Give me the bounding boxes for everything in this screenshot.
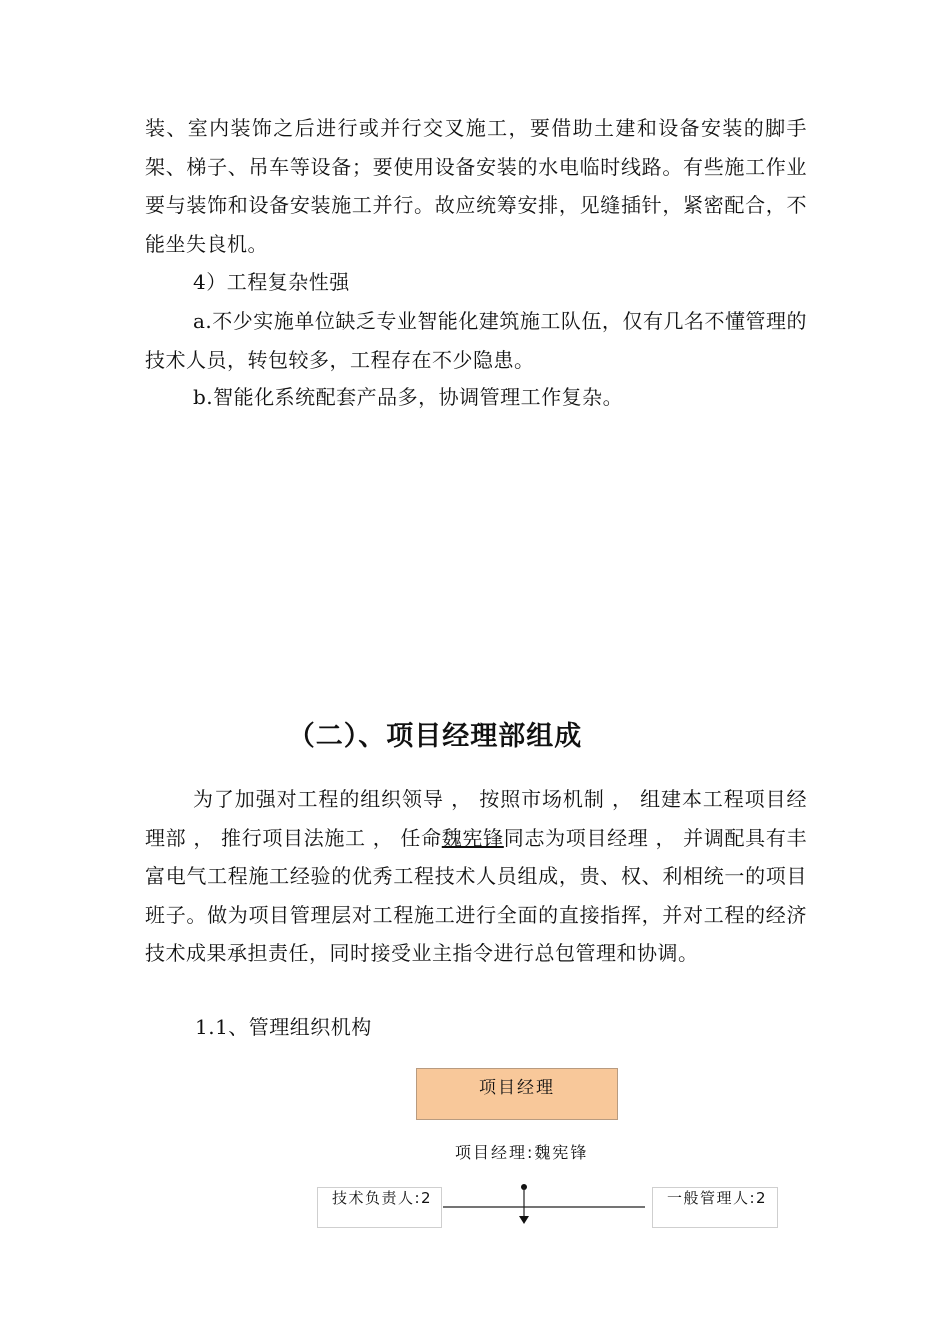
section-paragraph-pre: 为了加强对工程的组织领导 ， 按照市场机制 ， 组建本工程项目经理部 ， 推行项目法施工 ， 任命 — [145, 787, 807, 850]
org-chart-arrow-down-icon — [519, 1216, 529, 1224]
section-paragraph-post: 同志为项目经理 ， 并调配具有丰富电气工程施工经验的优秀工程技术人员组成，贵、权、利相统一的项目班子。做为项目管理层对工程施工进行全面的直接指挥，并对工程的经济技术成果承担责任，同时接受业主指令进行总包管理和协调。 — [145, 825, 808, 965]
section-heading-text: （二）、项目经理部组成 — [287, 721, 583, 752]
list-item-a: a.不少实施单位缺乏专业智能化建筑施工队伍，仅有几名不懂管理的技术人员，转包较多，工程存在不少隐患。 — [145, 309, 807, 372]
org-chart-top-box: 项目经理 — [416, 1068, 618, 1120]
sub-heading: 1.1、管理组织机构 — [195, 1015, 372, 1039]
org-chart-left-box: 技术负责人:2 — [317, 1187, 442, 1228]
list-item-4: 4）工程复杂性强 — [193, 270, 350, 294]
org-chart-right-box: 一般管理人:2 — [652, 1187, 778, 1228]
paragraph-continuation: 装、室内装饰之后进行或并行交叉施工，要借助土建和设备安装的脚手架、梯子、吊车等设备；要使用设备安装的水电临时线路。有些施工作业要与装饰和设备安装施工并行。故应统筹安排，见缝插针，紧密配合，不能坐失良机。 — [145, 116, 807, 256]
manager-name-underlined: 魏宪锋 — [441, 825, 504, 850]
org-chart-manager-label: 项目经理:魏宪锋 — [455, 1143, 589, 1162]
list-item-b: b.智能化系统配套产品多，协调管理工作复杂。 — [193, 385, 624, 409]
